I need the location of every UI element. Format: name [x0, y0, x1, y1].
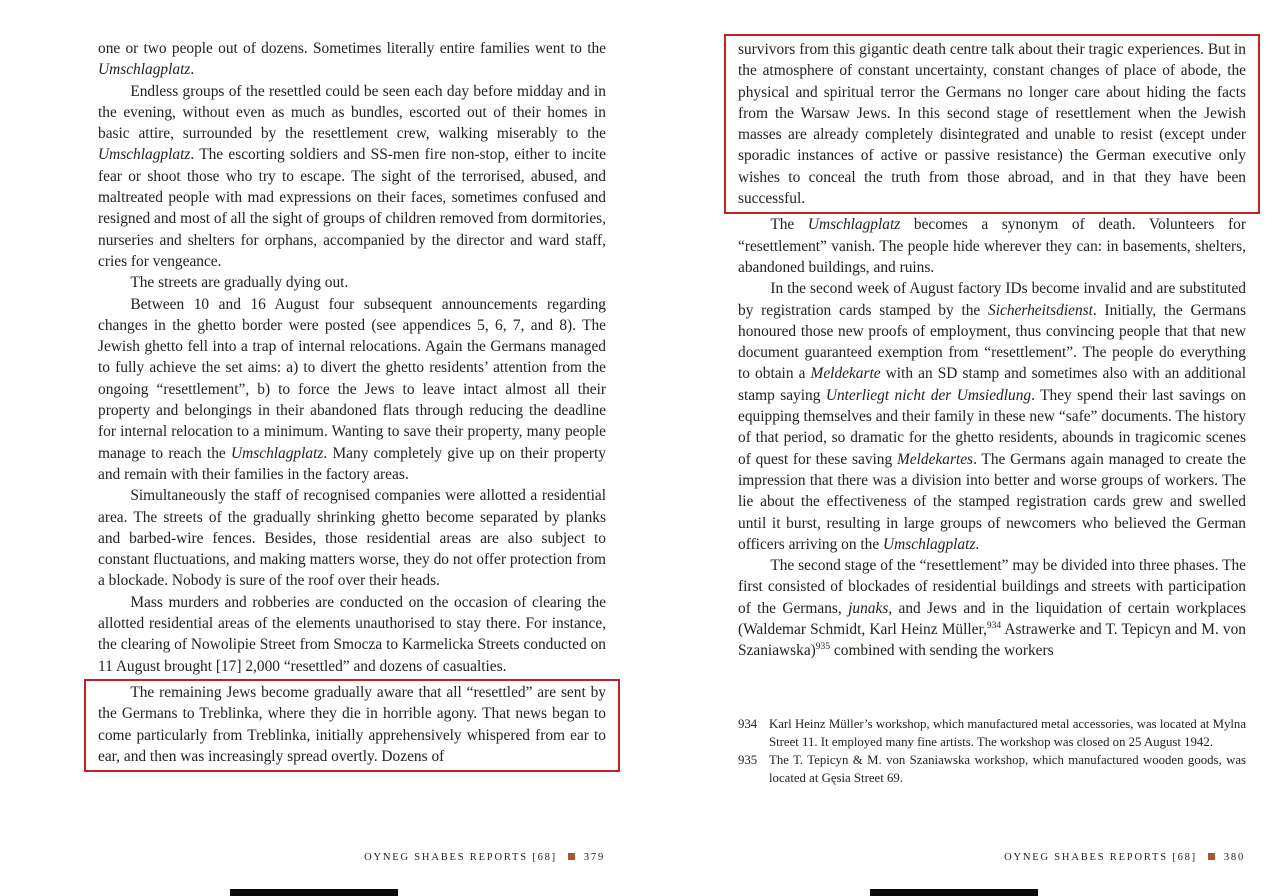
- bottom-crop-bar-right: [870, 889, 1038, 896]
- paragraph: Between 10 and 16 August four subsequent announcements regarding changes in the ghetto border were posted (see appendices 5, 6, 7, and 8). The Jewish ghetto fell into a trap of internal relocations. Again the Germans managed to fully achieve the set aims: a) to divert the ghetto residents’ attention from the ongoing “resettlement”, b) to force the Jews to leave intact almost all their property and belongings in their abandoned flats through reducing the deadline for internal relocation to a minimum. Wanting to save their property, many people manage to reach the Umschlagplatz. Many completely give up on their property and remain with their families in the factory areas.: [98, 295, 606, 483]
- running-footer: [1004, 852, 1245, 863]
- page-text-block: [98, 38, 606, 772]
- footnotes-block: [738, 716, 1246, 788]
- footnote: [738, 752, 1246, 787]
- footer-title: OYNEG SHABES REPORTS [68]: [1004, 852, 1197, 863]
- footer-square-icon: [1208, 853, 1215, 860]
- paragraph: The streets are gradually dying out.: [130, 274, 349, 292]
- paragraph: survivors from this gigantic death centre talk about their tragic experiences. But in the atmosphere of constant uncertainty, constant changes of place of abode, the physical and spiritual terror the Germans no longer care about hiding the facts from the Warsaw Jews. In this second stage of resettlement when the Jewish masses are already completely disintegrated and unable to resist (except under sporadic instances of active or passive resistance) the German executive only wishes to conceal the truth from those abroad, and in that they have been successful.: [738, 41, 1246, 208]
- footer-square-icon: [568, 853, 575, 860]
- footnote-text: Karl Heinz Müller’s workshop, which manufactured metal accessories, was located at Mylna Street 11. It employed many fine artists. The workshop was closed on 25 August 1942.: [769, 717, 1246, 749]
- paragraph: The second stage of the “resettlement” may be divided into three phases. The first consisted of blockades of residential buildings and streets with participation of the Germans, junaks, and Jews and in the liquidation of certain workplaces (Waldemar Schmidt, Karl Heinz Müller,$^{934}$ Astrawerke and T. Tepicyn and M. von Szaniawska)$^{935}$ combined with sending the workers: [738, 557, 1247, 660]
- paragraph: Mass murders and robberies are conducted on the occasion of clearing the allotted residential areas of the elements unauthorised to stay there. For instance, the clearing of Nowolipie Street from Smocza to Karmelicka Streets conducted on 11 August brought [17] 2,000 “resettled” and dozens of casualties.: [98, 593, 606, 675]
- page-number: 379: [583, 852, 605, 863]
- paragraph: one or two people out of dozens. Sometimes literally entire families went to the Umschlagplatz.: [98, 40, 606, 79]
- paragraph: The remaining Jews become gradually aware that all “resettled” are sent by the Germans to Treblinka, where they die in horrible agony. That news began to come particularly from Treblinka, initially apprehensively whispered from ear to ear, and then was increasingly spread overtly. Dozens of: [98, 683, 606, 765]
- paragraph: Simultaneously the staff of recognised companies were allotted a residential area. The streets of the gradually shrinking ghetto become separated by planks and barbed-wire fences. Besides, those residential areas are also subject to constant fluctuations, and making matters worse, they do not offer protection from a blockade. Nobody is sure of the roof over their heads.: [98, 487, 606, 590]
- bottom-crop-bar-left: [230, 889, 398, 896]
- footnote-number: 934: [738, 717, 758, 731]
- highlight-annotation-box: [724, 34, 1260, 214]
- paragraph: The Umschlagplatz becomes a synonym of death. Volunteers for “resettlement” vanish. The people hide wherever they can: in basements, shelters, abandoned buildings, and ruins.: [738, 216, 1246, 276]
- running-footer: [364, 852, 605, 863]
- paragraph: In the second week of August factory IDs become invalid and are substituted by registration cards stamped by the Sicherheitsdienst. Initially, the Germans honoured those new proofs of employment, thus convincing people that that new document guaranteed exemption from “resettlement”. The people do everything to obtain a Meldekarte with an SD stamp and sometimes also with an additional stamp saying Unterliegt nicht der Umsiedlung. They spend their last savings on equipping themselves and their family in these new “safe” documents. The history of that period, so dramatic for the ghetto residents, abounds in tragicomic scenes of quest for these saving Meldekartes. The Germans again managed to create the impression that there was a division into better and worse groups of workers. The lie about the effectiveness of the stamped registration cards grew and swelled until it burst, resulting in large groups of newcomers who believed the German officers arriving on the Umschlagplatz.: [738, 280, 1247, 553]
- page-380: [640, 0, 1280, 896]
- footnote-number: 935: [738, 753, 758, 768]
- page-text-block: [738, 38, 1246, 662]
- footnote: [738, 716, 1246, 751]
- paragraph: Endless groups of the resettled could be seen each day before midday and in the evening, without even as much as bundles, escorted out of their homes in basic attire, surrounded by the resettlement crew, walking miserably to the Umschlagplatz. The escorting soldiers and SS-men fire non-stop, either to incite fear or shoot those who try to escape. The sight of the terrorised, abused, and maltreated people with mad expressions on their faces, sometimes confused and resigned and most of all the sight of groups of children removed from dormitories, nurseries and shelters for orphans, accompanied by the director and ward staff, cries for vengeance.: [98, 82, 606, 270]
- page-number: 380: [1223, 852, 1245, 863]
- highlight-annotation-box: [84, 679, 620, 772]
- footer-title: OYNEG SHABES REPORTS [68]: [364, 852, 557, 863]
- footnote-text: The T. Tepicyn & M. von Szaniawska workshop, which manufactured wooden goods, was located at Gęsia Street 69.: [769, 753, 1246, 785]
